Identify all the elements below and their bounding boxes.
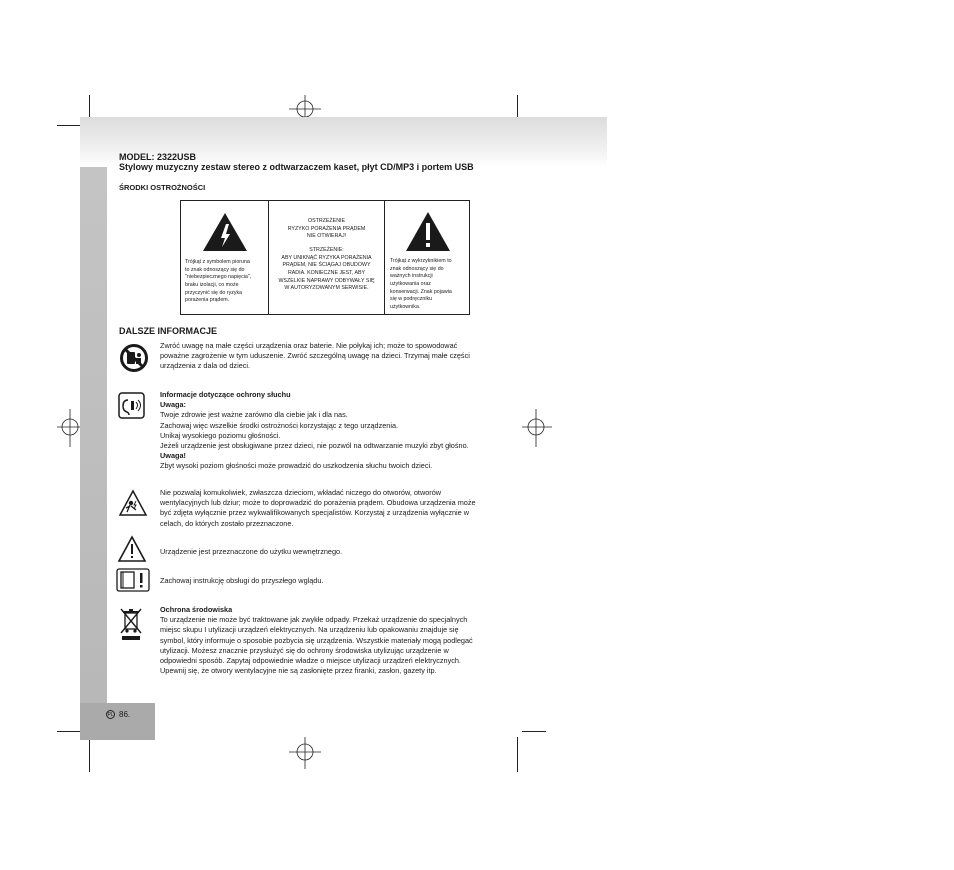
environment-text: Ochrona środowiska To urządzenie nie może być traktowane jak zwykłe odpady. Przekaż urządzenie do specjalnych miejsc skupu I utylizacji urządzeń elektrycznych. Na urządzeniu lub opakowaniu znajduje się symbol, który informuje o sposobie pozbycia się urządzenia. Wszystkie materiały mogą podlegać utylizacji. Możesz znacznie przysłużyć się do ochrony środowiska utylizując urządzenie w odpowiedni sposób. Zapytaj odpowiednie władze o miejsce utylizacji urządzeń elektrycznych. Upewnij się, że otwory wentylacyjne nie są zasłonięte przez firanki, zasłon, gazety itp. — [160, 605, 510, 676]
precautions-title: ŚRODKI OSTROŻNOŚCI — [119, 183, 206, 192]
page-number-box — [80, 703, 155, 740]
weee-bin-icon — [119, 607, 143, 641]
warning-cell-lightning — [181, 201, 269, 314]
indoor-use-text: Urządzenie jest przeznaczone do użytku wewnętrznego. — [160, 547, 343, 556]
crop-mark — [517, 737, 518, 772]
lightning-triangle-icon — [201, 211, 249, 253]
hearing-heading: Informacje dotyczące ochrony słuchu — [160, 390, 291, 399]
environment-heading: Ochrona środowiska — [160, 605, 233, 614]
openings-text: Nie pozwalaj komukolwiek, zwłaszcza dzieciom, wkładać niczego do otworów, otworów wentylacyjnych lub dziur; może to doprowadzić do porażenia prądem. Obudowa urządzenia może być zdjęta wyłącznie przez wykwalifikowanych specjalistów. Korzystaj z urządzenia wyłącznie w celach, do których zostało przeznaczone. — [160, 488, 476, 528]
shock-hazard-icon — [118, 489, 148, 517]
crop-mark — [89, 737, 90, 772]
exclamation-caption: Trójkąt z wykrzyknikiem to znak odnoszący się do ważnych instrukcji użytkowania oraz konserwacji. Znak pojawia się w podręczniku użytkownika. — [390, 258, 452, 311]
warning-cell-exclamation — [385, 201, 469, 314]
left-margin-band — [80, 167, 107, 703]
crop-mark — [57, 125, 81, 126]
registration-mark-bottom — [285, 737, 325, 769]
exclamation-triangle-icon — [404, 210, 452, 253]
keep-manual-text: Zachowaj instrukcję obsługi do przyszłego wglądu. — [160, 576, 324, 585]
warning-table — [180, 200, 470, 315]
page-number-text: 86. — [119, 710, 131, 719]
caution-triangle-icon — [117, 535, 147, 563]
center-caption-bottom: STRZEŻENIE: ABY UNIKNĄĆ RYZYKA PORAŻENIA PRĄDEM, NIE ŚCIĄGAJ OBUDOWY RADIA. KONIECZNE JEST, ABY WSZELKIE NAPRAWY ODBYWAŁY SIĘ W AUTORYZOWANYM SERWISIE. — [278, 247, 375, 292]
registration-mark-right — [522, 405, 552, 450]
hearing-warning-label-2: Uwaga! — [160, 451, 186, 461]
center-caption-top: OSTRZEŻENIE RYZYKO PORAŻENIA PRĄDEM NIE OTWIERAJ! — [287, 218, 366, 240]
small-parts-text: Zwróć uwagę na małe części urządzenia oraz baterie. Nie połykaj ich; może to spowodować poważne zagrożenie w tym uduszenie. Zwróć szczególną uwagę na dzieci. Trzymaj małe części urządzenia z dala od dzieci. — [160, 341, 470, 371]
lightning-caption: Trójkąt z symbolem pioruna to znak odnoszący się do "niebezpiecznego napięcia", braku izolacji, co może przyczynić się do ryzyka porażenia prądem. — [185, 259, 252, 304]
model-title: MODEL: 2322USB — [119, 152, 197, 162]
hearing-text: Informacje dotyczące ochrony słuchu Uwaga: Twoje zdrowie jest ważne zarówno dla ciebie jak i dla nas. Zachowaj więc wszelkie środki ostrożności korzystając z tego urządzenia. Unikaj wysokiego poziomu głośności. Jeżeli urządzenie jest obsługiwane przez dzieci, nie pozwól na odtwarzanie muzyki zbyt głośno. Uwaga! Zbyt wysoki poziom głośności może prowadzić do uszkodzenia słuchu twoich dzieci. — [160, 390, 515, 472]
crop-mark — [522, 731, 546, 732]
info-title: DALSZE INFORMACJE — [119, 326, 218, 336]
page-number — [106, 710, 130, 719]
manual-book-icon — [116, 568, 150, 592]
language-badge: PL — [107, 711, 114, 718]
product-subtitle: Stylowy muzyczny zestaw stereo z odtwarzaczem kaset, płyt CD/MP3 i portem USB — [119, 162, 474, 172]
warning-cell-center — [269, 201, 385, 314]
hearing-warning-label: Uwaga: — [160, 400, 186, 410]
no-small-parts-icon — [119, 343, 149, 373]
hearing-protection-icon — [118, 392, 145, 419]
crop-mark — [57, 731, 81, 732]
